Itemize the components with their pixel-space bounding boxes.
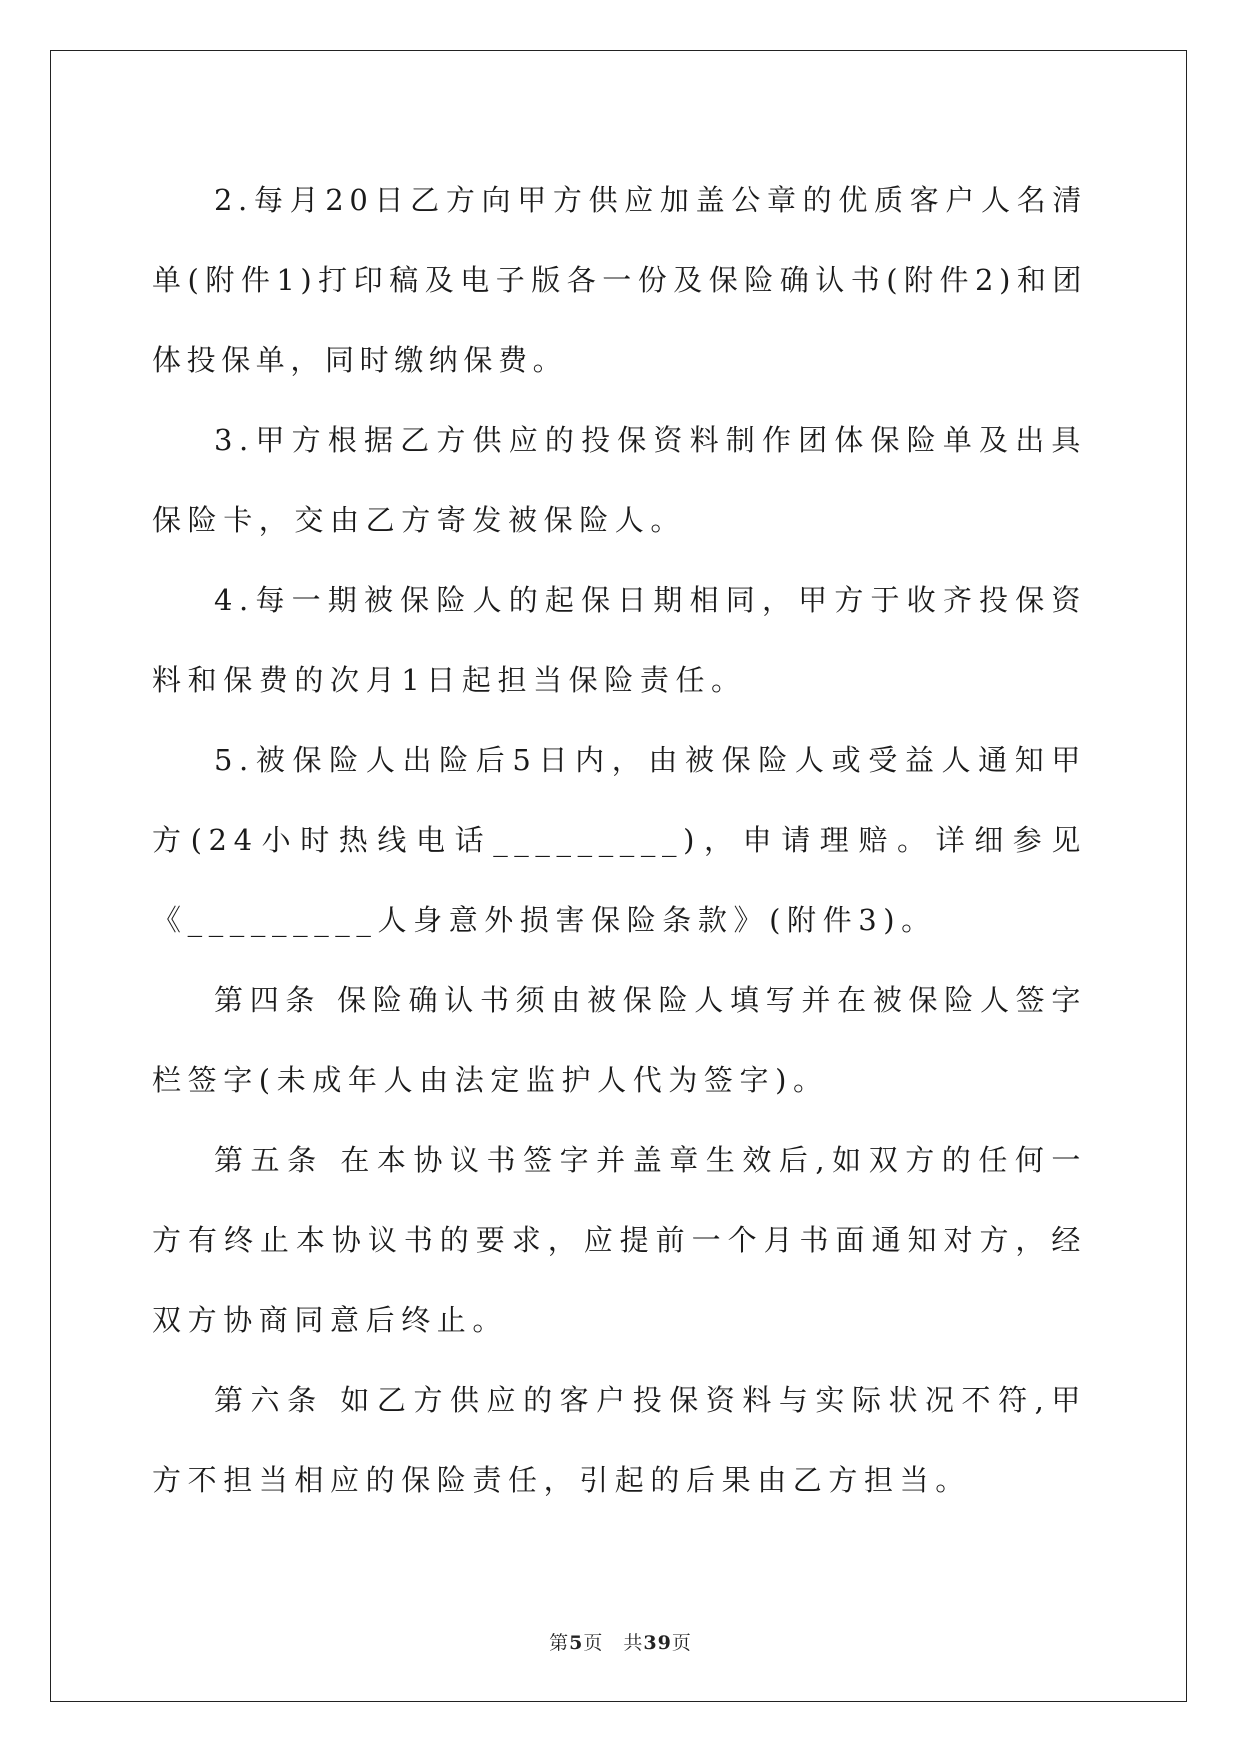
footer-total-prefix: 共 bbox=[623, 1632, 644, 1654]
paragraph-clause-5: 5.被保险人出险后5日内，由被保险人或受益人通知甲方(24小时热线电话_________)，申请理赔。详细参见《_________人身意外损害保险条款》(附件3)。 bbox=[152, 743, 1087, 937]
paragraph-article-5: 第五条 在本协议书签字并盖章生效后,如双方的任何一方有终止本协议书的要求，应提前一个月书面通知对方，经双方协商同意后终止。 bbox=[152, 1143, 1087, 1337]
document-body bbox=[152, 160, 1087, 1520]
footer-page-current: 5 bbox=[569, 1632, 584, 1654]
paragraph-article-4: 第四条 保险确认书须由被保险人填写并在被保险人签字栏签字(未成年人由法定监护人代为签字)。 bbox=[152, 983, 1087, 1097]
paragraph-clause-3: 3.甲方根据乙方供应的投保资料制作团体保险单及出具保险卡，交由乙方寄发被保险人。 bbox=[152, 423, 1087, 537]
footer-page-unit: 页 bbox=[583, 1632, 604, 1654]
paragraph-clause-4: 4.每一期被保险人的起保日期相同，甲方于收齐投保资料和保费的次月1日起担当保险责任。 bbox=[152, 583, 1087, 697]
page-footer bbox=[0, 1628, 1241, 1655]
paragraph-article-6: 第六条 如乙方供应的客户投保资料与实际状况不符,甲方不担当相应的保险责任，引起的后果由乙方担当。 bbox=[152, 1383, 1087, 1497]
footer-page-total: 39 bbox=[643, 1632, 672, 1654]
paragraph-clause-2: 2.每月20日乙方向甲方供应加盖公章的优质客户人名清单(附件1)打印稿及电子版各一份及保险确认书(附件2)和团体投保单，同时缴纳保费。 bbox=[152, 183, 1087, 377]
footer-page-prefix: 第 bbox=[549, 1632, 570, 1654]
footer-total-unit: 页 bbox=[671, 1632, 692, 1654]
